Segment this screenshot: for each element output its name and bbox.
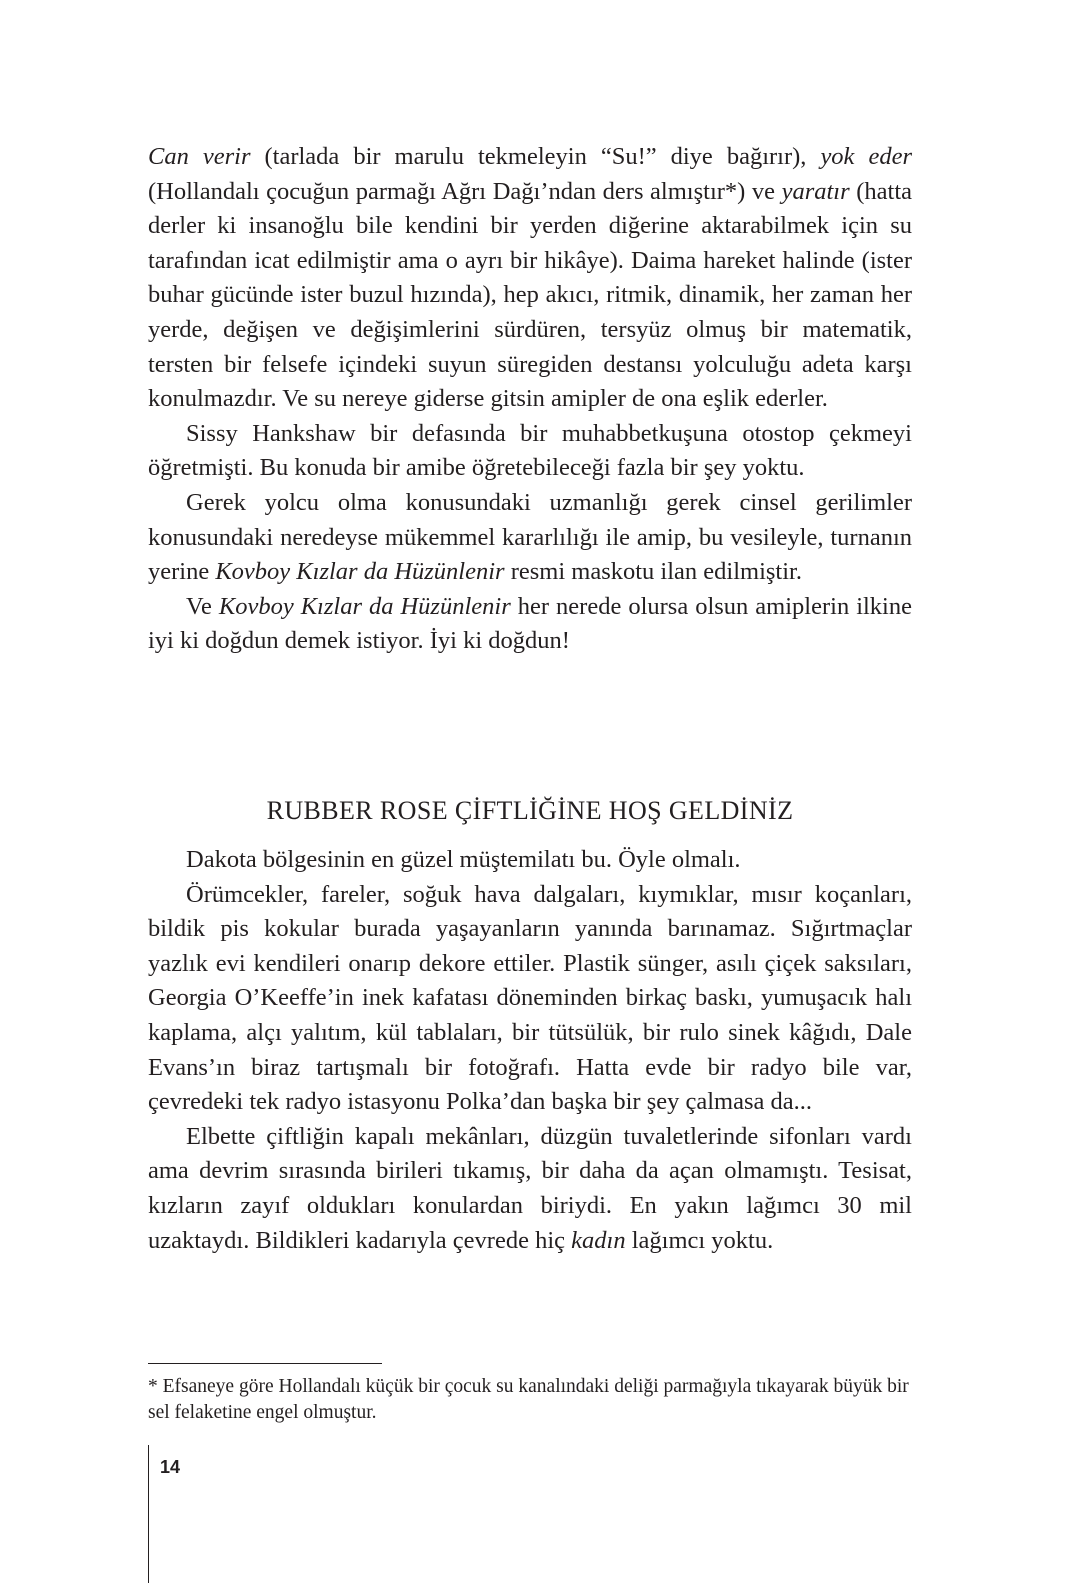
paragraph [148,1120,912,1258]
text-segment: (Hollandalı çocuğun parmağı Ağrı Dağı’ndan ders almıştır*) ve [148,177,782,205]
paragraph [148,843,912,878]
footnote: * Efsaneye göre Hollandalı küçük bir çocuk su kanalındaki deliği parmağıyla tıkayarak büyük bir sel felaketine engel olmuştur. [148,1376,909,1423]
text-segment: Gerek yolcu olma konusundaki uzmanlığı gerek cinsel gerilimler konusundaki neredeyse mükemmel kararlılığı ile amip, bu vesileyle, turnanın yerine [148,488,912,586]
text-segment: Elbette çiftliğin kapalı mekânları, düzgün tuvaletlerinde sifonları vardı ama devrim sırasında birileri tıkamış, bir daha da açan olmamıştı. Tesisat, kızların zayıf oldukları konulardan biriydi. En yakın lağımcı 30 mil uzaktaydı. Bildikleri kadarıyla çevrede hiç [148,1122,912,1254]
text-segment: (tarlada bir marulu tekmeleyin “Su!” diye bağırır), [250,143,821,170]
italic-text: Kovboy Kızlar da Hüzünlenir [215,558,505,586]
footnote-divider [148,1363,382,1364]
margin-rule [148,1445,149,1583]
italic-text: Kovboy Kızlar da Hüzünlenir [218,592,511,620]
page-number: 14 [160,1457,181,1477]
paragraph [148,590,912,659]
text-segment: resmi maskotu ilan edilmiştir. [504,558,802,586]
text-segment: Dakota bölgesinin en güzel müştemilatı bu. Öyle olmalı. [186,846,741,873]
text-segment: lağımcı yoktu. [625,1226,774,1254]
section-heading: RUBBER ROSE ÇİFTLİĞİNE HOŞ GELDİNİZ [266,796,794,825]
text-segment: Sissy Hankshaw bir defasında bir muhabbetkuşuna otostop çekmeyi öğretmişti. Bu konuda bir amibe öğretebileceği fazla bir şey yoktu. [148,419,912,482]
text-segment: Ve [186,592,219,620]
italic-text: Can verir [148,143,251,170]
text-segment: (hatta derler ki insanoğlu bile kendini bir yerden diğerine aktarabilmek için su tarafından icat edilmiştir ama o ayrı bir hikâye). Daima hareket halinde (ister buhar gücünde ister buzul hızında), hep akıcı, ritmik, dinamik, her zaman her yerde, değişen ve değişimlerini sürdüren, tersyüz olmuş bir matematik, tersten bir felsefe içindeki suyun süregiden destansı yolculuğu adeta karşı konulmazdır. Ve su nereye giderse gitsin amipler de ona eşlik ederler. [148,177,912,413]
paragraph [148,878,912,1120]
italic-text: kadın [571,1226,626,1254]
italic-text: yaratır [781,177,850,205]
text-segment: her nerede olursa olsun amiplerin ilkine iyi ki doğdun demek istiyor. İyi ki doğdun! [148,592,912,655]
body-text-bottom [148,843,912,1258]
text-segment: Örümcekler, fareler, soğuk hava dalgaları, kıymıklar, mısır koçanları, bildik pis kokular burada yaşayanların yanında barınamaz. Sığırtmaçlar yazlık evi kendileri onarıp dekore ettiler. Plastik sünger, asılı çiçek saksıları, Georgia O’Keeffe’in inek kafatası döneminden birkaç baskı, yumuşacık halı kaplama, alçı yalıtım, kül tablaları, bir tütsülük, bir rulo sinek kâğıdı, Dale Evans’ın biraz tartışmalı bir fotoğrafı. Hatta evde bir radyo bile var, çevredeki tek radyo istasyonu Polka’dan başka bir şey çalmasa da... [148,880,912,1116]
paragraph [148,140,912,417]
body-text-top [148,140,912,659]
paragraph [148,486,912,590]
paragraph [148,417,912,486]
italic-text: yok eder [820,143,912,170]
